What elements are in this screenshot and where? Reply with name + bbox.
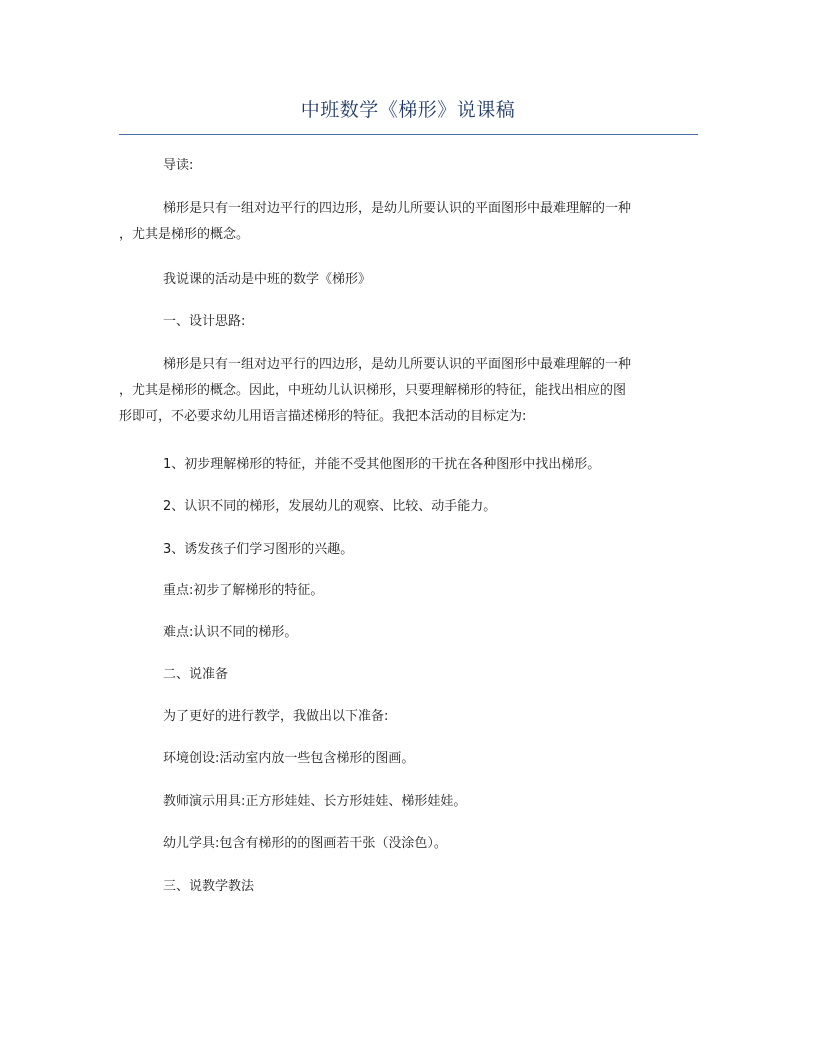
goal-item-3 bbox=[119, 537, 699, 563]
paragraph-child-tools bbox=[119, 831, 699, 857]
text-line: 为了更好的进行教学，我做出以下准备: bbox=[163, 709, 389, 724]
text-line: 我说课的活动是中班的数学《梯形》 bbox=[163, 272, 372, 287]
paragraph-intro-label bbox=[119, 153, 699, 179]
paragraph-key-point bbox=[119, 578, 699, 604]
section-heading-design bbox=[119, 309, 699, 335]
document-title: 中班数学《梯形》说课稿 bbox=[300, 99, 516, 121]
text-line: 形即可，不必要求幼儿用语言描述梯形的特征。我把本活动的目标定为: bbox=[119, 409, 527, 424]
text-line: 难点:认识不同的梯形。 bbox=[163, 625, 298, 640]
text-line: 重点:初步了解梯形的特征。 bbox=[163, 583, 324, 598]
text-line: 导读: bbox=[163, 158, 194, 173]
paragraph-design bbox=[119, 352, 699, 430]
text-line: 梯形是只有一组对边平行的四边形，是幼儿所要认识的平面图形中最难理解的一种 bbox=[163, 201, 632, 216]
paragraph-preparation bbox=[119, 704, 699, 730]
paragraph-teacher-tools bbox=[119, 789, 699, 815]
text-line: 梯形是只有一组对边平行的四边形，是幼儿所要认识的平面图形中最难理解的一种 bbox=[163, 357, 632, 372]
title-divider bbox=[119, 134, 698, 135]
text-line: 三、说教学教法 bbox=[163, 879, 255, 894]
text-line: 教师演示用具:正方形娃娃、长方形娃娃、梯形娃娃。 bbox=[163, 794, 467, 809]
text-line: 2、认识不同的梯形，发展幼儿的观察、比较、动手能力。 bbox=[163, 499, 497, 514]
paragraph-intro bbox=[119, 196, 699, 248]
text-line: 二、说准备 bbox=[163, 667, 229, 682]
text-line: 一、设计思路: bbox=[163, 314, 246, 329]
paragraph-activity bbox=[119, 267, 699, 293]
section-heading-preparation bbox=[119, 662, 699, 688]
text-line: 1、初步理解梯形的特征，并能不受其他图形的干扰在各种图形中找出梯形。 bbox=[163, 457, 601, 472]
text-line: 幼儿学具:包含有梯形的的图画若干张（没涂色）。 bbox=[163, 836, 447, 851]
text-line: ，尤其是梯形的概念。因此，中班幼儿认识梯形，只要理解梯形的特征，能找出相应的图 bbox=[119, 383, 627, 398]
goal-item-1 bbox=[119, 452, 699, 478]
goal-item-2 bbox=[119, 494, 699, 520]
text-line: ，尤其是梯形的概念。 bbox=[119, 227, 250, 242]
text-line: 3、诱发孩子们学习图形的兴趣。 bbox=[163, 542, 354, 557]
text-line: 环境创设:活动室内放一些包含梯形的图画。 bbox=[163, 751, 415, 766]
paragraph-environment bbox=[119, 746, 699, 772]
section-heading-methods bbox=[119, 874, 699, 900]
paragraph-difficulty bbox=[119, 620, 699, 646]
